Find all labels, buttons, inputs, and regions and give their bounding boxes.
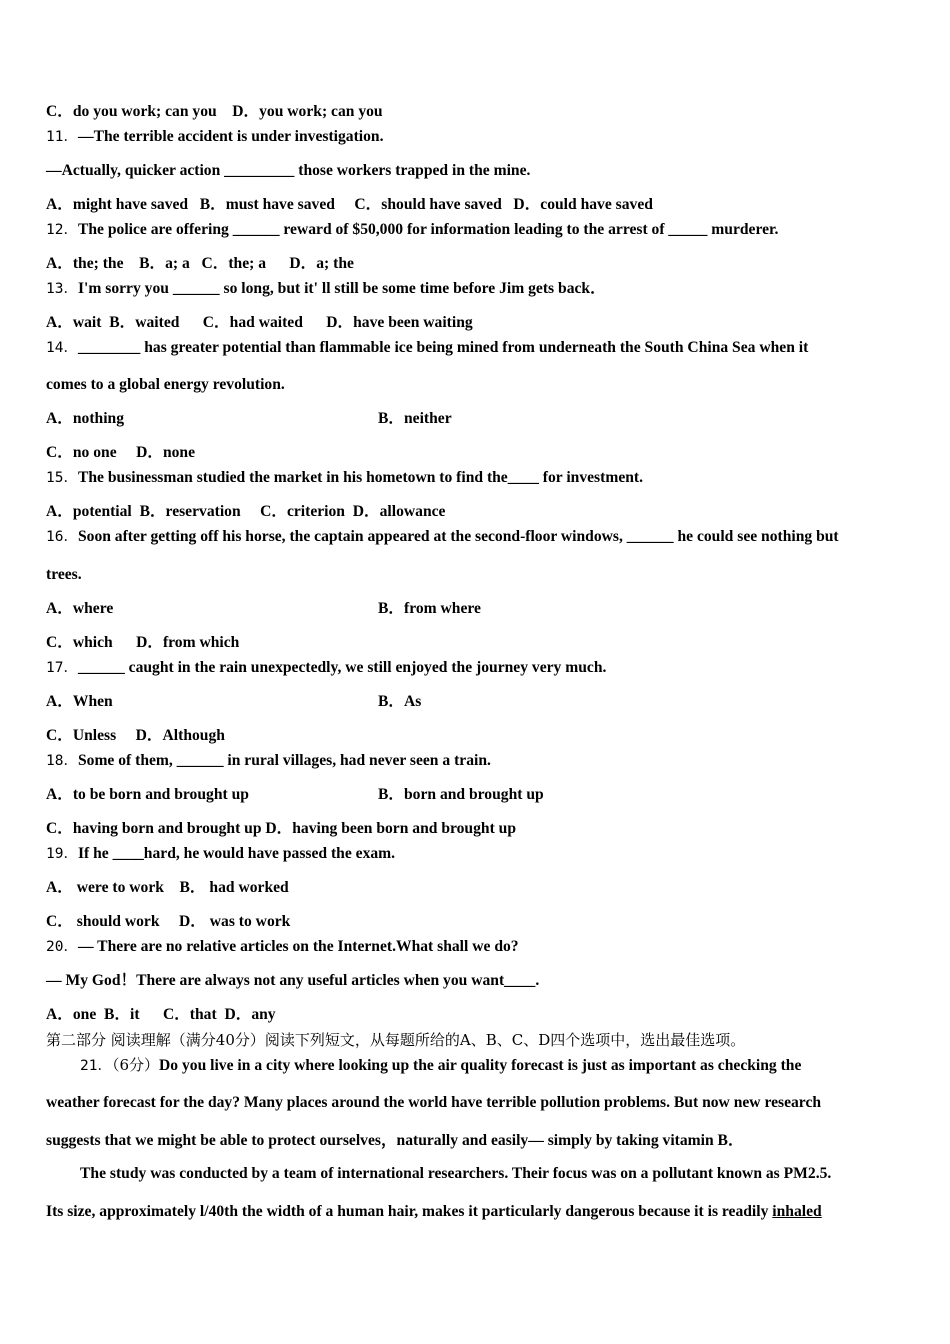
q19-stem-text: If he ____hard, he would have passed the exam.	[77, 845, 396, 862]
q20-stem-2: — My God！There are always not any useful articles when you want____.	[46, 972, 540, 989]
q21-p2-line2-text: Its size, approximately l/40th the width of a human hair, makes it particularly dangerous because it is readily	[46, 1203, 773, 1220]
q21-p1-line1: Do you live in a city where looking up the air quality forecast is just as important as checking the	[159, 1057, 802, 1074]
q18-option-a: A．to be born and brought up	[46, 786, 249, 803]
q17-stem-text: ______ caught in the rain unexpectedly, we still enjoyed the journey very much.	[77, 659, 607, 676]
q18-number: 18．	[46, 753, 78, 769]
q20-stem-text: — There are no relative articles on the Internet.What shall we do?	[77, 938, 519, 955]
q18-stem	[46, 751, 491, 771]
q17-option-b: B．As	[378, 693, 422, 710]
q20-options: A．one B．it C．that D．any	[46, 1006, 276, 1023]
q11-options: A．might have saved B．must have saved C．should have saved D．could have saved	[46, 196, 653, 213]
q18-options-cd: C．having born and brought up D．having been born and brought up	[46, 820, 517, 837]
q15-stem	[46, 468, 643, 488]
q16-stem-2: trees.	[46, 566, 82, 583]
q13-options: A．wait B．waited C．had waited D．have been waiting	[46, 314, 473, 331]
q20-stem	[46, 937, 519, 957]
q12-stem	[46, 220, 778, 240]
q15-number: 15．	[46, 470, 78, 486]
q14-stem-2: comes to a global energy revolution.	[46, 376, 285, 393]
q13-number: 13．	[46, 281, 78, 297]
q12-stem-text: The police are offering ______ reward of $50,000 for information leading to the arrest of _____ murderer.	[77, 221, 779, 238]
q14-option-a: A．nothing	[46, 410, 124, 427]
q11-number: 11．	[46, 129, 78, 145]
q17-number: 17．	[46, 660, 78, 676]
q16-stem	[46, 527, 839, 547]
q21-score: （6分）	[111, 1056, 160, 1074]
q12-number: 12．	[46, 222, 78, 238]
q17-stem	[46, 658, 606, 678]
q11-stem-text: —The terrible accident is under investigation.	[77, 128, 384, 145]
q16-option-b: B．from where	[378, 600, 481, 617]
q13-stem	[46, 279, 606, 299]
q21-p1-line3: suggests that we might be able to protect ourselves，naturally and easily— simply by taking vitamin B．	[46, 1132, 744, 1149]
q16-number: 16．	[46, 529, 78, 545]
q13-stem-text: I'm sorry you ______ so long, but it' ll still be some time before Jim gets back．	[77, 280, 606, 297]
q18-stem-text: Some of them, ______ in rural villages, had never seen a train.	[77, 752, 491, 769]
q20-number: 20．	[46, 939, 78, 955]
q19-options-ab: A． were to work B． had worked	[46, 879, 289, 896]
q14-option-b: B．neither	[378, 410, 452, 427]
part2-header: 第二部分 阅读理解（满分40分）阅读下列短文，从每题所给的A、B、C、D四个选项中，选出最佳选项。	[46, 1031, 746, 1049]
q15-stem-text: The businessman studied the market in his hometown to find the____ for investment.	[77, 469, 643, 486]
q11-stem	[46, 127, 383, 147]
q18-option-b: B．born and brought up	[378, 786, 544, 803]
q17-options-cd: C．Unless D．Although	[46, 727, 225, 744]
q19-number: 19．	[46, 846, 78, 862]
q21-p1-line2: weather forecast for the day? Many places around the world have terrible pollution problems. But now new research	[46, 1094, 822, 1111]
q16-options-cd: C．which D．from which	[46, 634, 240, 651]
q14-stem	[46, 338, 808, 358]
q19-options-cd: C． should work D． was to work	[46, 913, 291, 930]
q10-options-cd: C．do you work; can you D．you work; can you	[46, 103, 383, 120]
q19-stem	[46, 844, 395, 864]
q12-options: A．the; the B．a; a C．the; a D．a; the	[46, 255, 354, 272]
q15-options: A．potential B．reservation C．criterion D．allowance	[46, 503, 446, 520]
q21-p2-line1: The study was conducted by a team of international researchers. Their focus was on a pollutant known as PM2.5.	[80, 1165, 832, 1182]
q14-options-cd: C．no one D．none	[46, 444, 196, 461]
q21-p2-line2	[46, 1202, 822, 1222]
underlined-word: inhaled	[772, 1203, 822, 1220]
q14-stem-text: ________ has greater potential than flammable ice being mined from underneath the South China Sea when it	[77, 339, 809, 356]
q17-option-a: A．When	[46, 693, 113, 710]
q21-number: 21．	[80, 1058, 112, 1074]
q11-stem-2: —Actually, quicker action _________ those workers trapped in the mine.	[46, 162, 531, 179]
q16-stem-text: Soon after getting off his horse, the captain appeared at the second-floor windows, ______ he could see nothing but	[77, 528, 839, 545]
q21-paragraph-1	[80, 1055, 801, 1076]
q16-option-a: A．where	[46, 600, 114, 617]
q14-number: 14．	[46, 340, 78, 356]
